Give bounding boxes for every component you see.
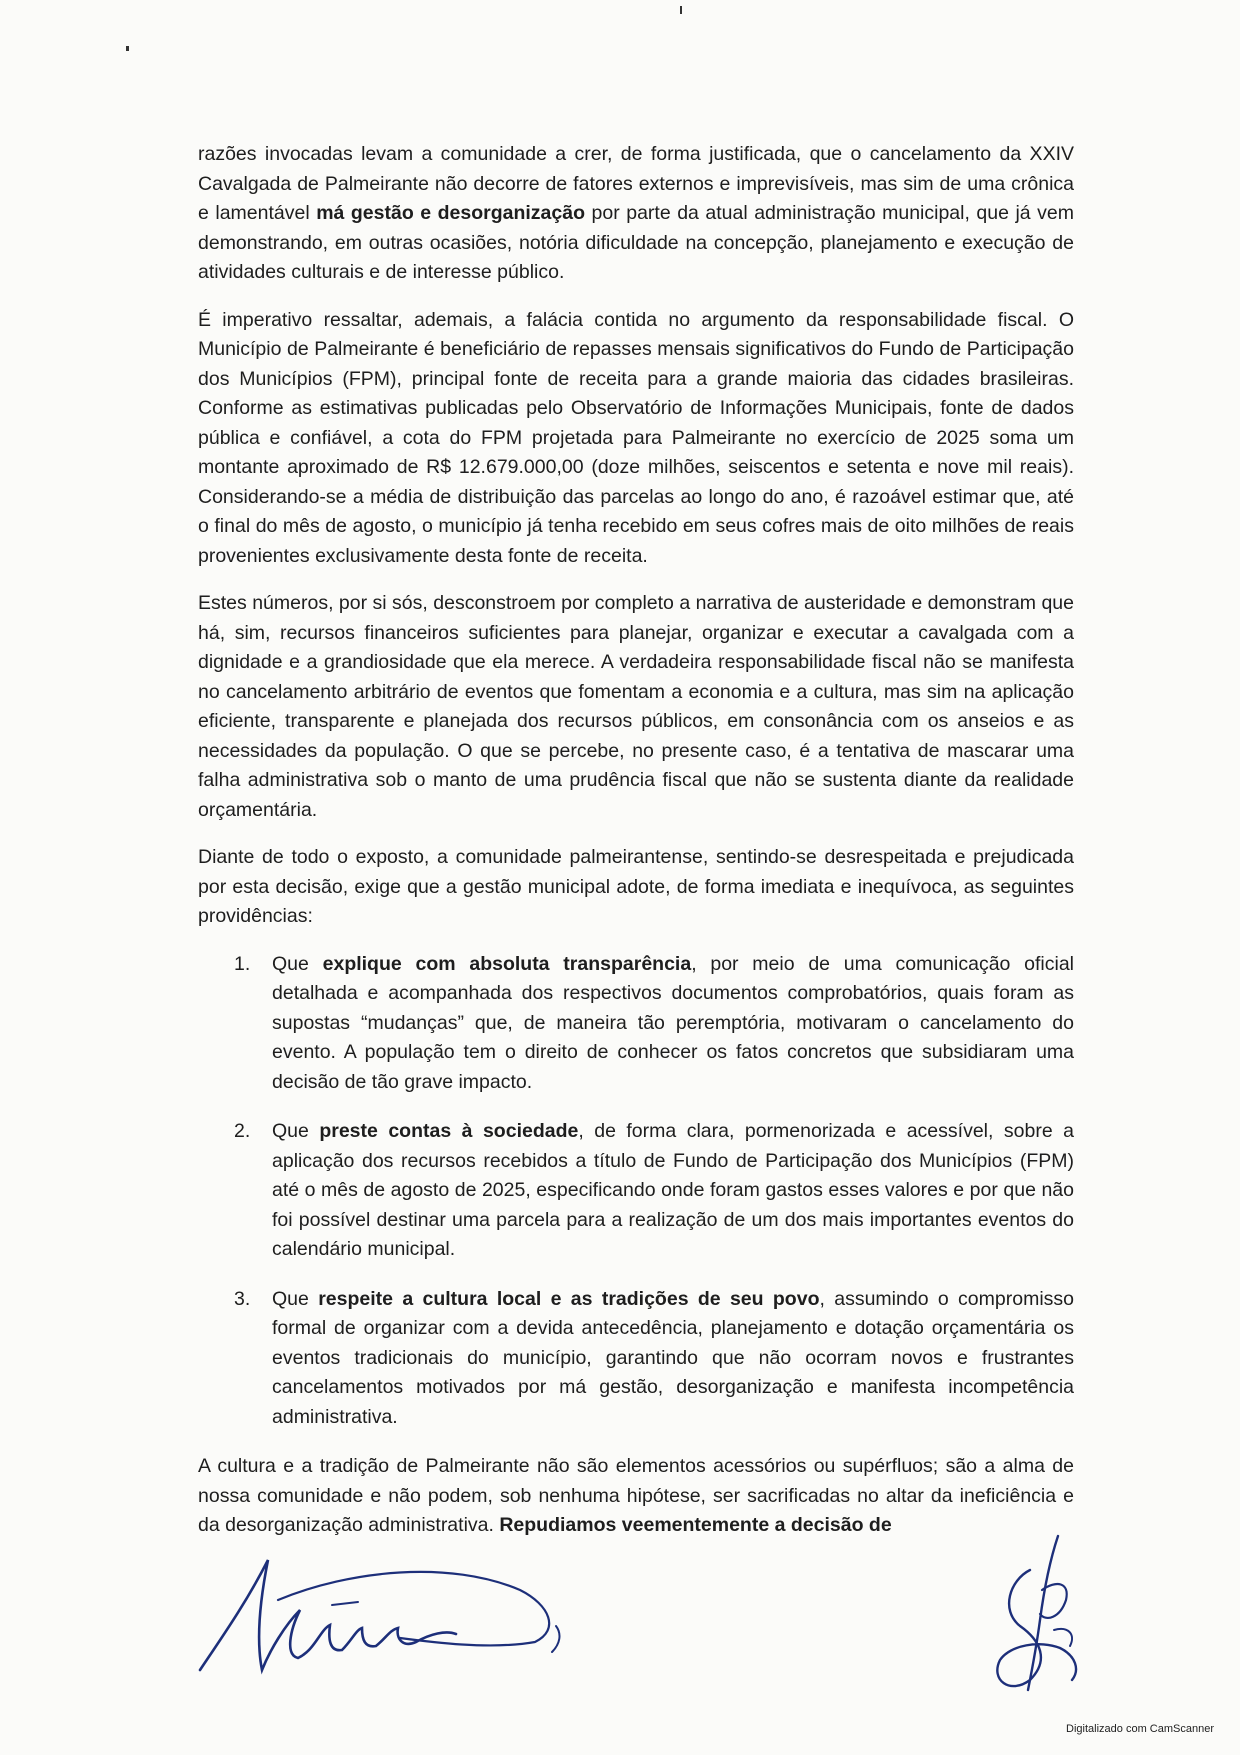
scan-speck xyxy=(680,6,682,14)
demand-text xyxy=(272,1288,1074,1428)
paragraph xyxy=(198,306,1074,572)
demand-item xyxy=(198,1285,1074,1433)
paragraph xyxy=(198,843,1074,932)
text-run: , por meio de uma comunicação oficial detalhada e acompanhada dos respectivos documentos comprobatórios, quais foram as supostas “mudanças” que, de maneira tão peremptória, motivaram o cancelamento do evento. A população tem o direito de conhecer os fatos concretos que subsidiaram uma decisão de tão grave impacto. xyxy=(272,952,1074,1093)
paragraph xyxy=(198,589,1074,825)
bold-emphasis: respeite a cultura local e as tradições de seu povo xyxy=(318,1287,820,1310)
bold-emphasis: explique com absoluta transparência xyxy=(322,952,692,975)
bold-emphasis: má gestão e desorganização xyxy=(316,202,586,224)
demand-item xyxy=(198,950,1074,1098)
demand-number: 1. xyxy=(234,952,251,975)
letter-body xyxy=(198,140,1074,1559)
demand-text xyxy=(272,953,1074,1093)
scanner-stamp: Digitalizado com CamScanner xyxy=(1066,1723,1214,1735)
text-run: por parte da atual administração municipal, que já vem demonstrando, em outras ocasiões, notória dificuldade na concepção, planejamento e execução de atividades culturais e de interesse público. xyxy=(198,202,1075,283)
text-run: razões invocadas levam a comunidade a crer, de forma justificada, que o cancelamento da XXIV Cavalgada de Palmeirante não decorre de fatores externos e imprevisíveis, mas sim de uma crônica e lamentável xyxy=(198,143,1074,224)
demands-list xyxy=(198,950,1074,1433)
closing-paragraph xyxy=(198,1452,1074,1541)
text-run: Estes números, por si sós, desconstroem por completo a narrativa de austeridade e demonstram que há, sim, recursos financeiros suficientes para planejar, organizar e executar a cavalgada com a dignidade e a grandiosidade que ela merece. A verdadeira responsabilidade fiscal não se manifesta no cancelamento arbitrário de eventos que fomentam a economia e a cultura, mas sim na aplicação eficiente, transparente e planejada dos recursos públicos, em consonância com os anseios e as necessidades da população. O que se percebe, no presente caso, é a tentativa de mascarar uma falha administrativa sob o manto de uma prudência fiscal que não se sustenta diante da realidade orçamentária. xyxy=(198,592,1074,821)
text-run: Que xyxy=(272,1120,320,1142)
text-run: Diante de todo o exposto, a comunidade palmeirantense, sentindo-se desrespeitada e prejudicada por esta decisão, exige que a gestão municipal adote, de forma imediata e inequívoca, as seguintes providências: xyxy=(198,846,1074,927)
demand-number: 2. xyxy=(234,1120,251,1142)
text-run: , de forma clara, pormenorizada e acessível, sobre a aplicação dos recursos recebidos a título de Fundo de Participação dos Municípios (FPM) até o mês de agosto de 2025, especificando onde foram gastos esses valores e por que não foi possível destinar uma parcela para a realização de um dos mais importantes eventos do calendário municipal. xyxy=(272,1120,1074,1260)
demand-item xyxy=(198,1117,1074,1265)
demand-number: 3. xyxy=(234,1287,251,1310)
paragraph xyxy=(198,140,1074,288)
text-run: , assumindo o compromisso formal de organizar com a devida antecedência, planejamento e dotação orçamentária os eventos tradicionais do município, garantindo que não ocorram novos e frustrantes cancelamentos motivados por má gestão, desorganização e manifesta incompetência administrativa. xyxy=(272,1287,1074,1428)
signature-right xyxy=(980,1530,1100,1700)
text-run: Que xyxy=(272,952,323,975)
text-run: Que xyxy=(272,1287,319,1310)
scan-speck xyxy=(126,46,129,51)
bold-emphasis: preste contas à sociedade xyxy=(319,1120,579,1142)
bold-emphasis: Repudiamos veementemente a decisão de xyxy=(499,1514,892,1536)
text-run: A cultura e a tradição de Palmeirante não são elementos acessórios ou supérfluos; são a alma de nossa comunidade e não podem, sob nenhuma hipótese, ser sacrificadas no altar da ineficiência e da desorganização administrativa. xyxy=(198,1455,1074,1536)
signature-left xyxy=(190,1530,590,1690)
demand-text xyxy=(272,1120,1074,1260)
text-run: É imperativo ressaltar, ademais, a falácia contida no argumento da responsabilidade fiscal. O Município de Palmeirante é beneficiário de repasses mensais significativos do Fundo de Participação dos Municípios (FPM), principal fonte de receita para a grande maioria das cidades brasileiras. Conforme as estimativas publicadas pelo Observatório de Informações Municipais, fonte de dados pública e confiável, a cota do FPM projetada para Palmeirante no exercício de 2025 soma um montante aproximado de R$ 12.679.000,00 (doze milhões, seiscentos e setenta e nove mil reais). Considerando-se a média de distribuição das parcelas ao longo do ano, é razoável estimar que, até o final do mês de agosto, o município já tenha recebido em seus cofres mais de oito milhões de reais provenientes exclusivamente desta fonte de receita. xyxy=(198,308,1074,567)
